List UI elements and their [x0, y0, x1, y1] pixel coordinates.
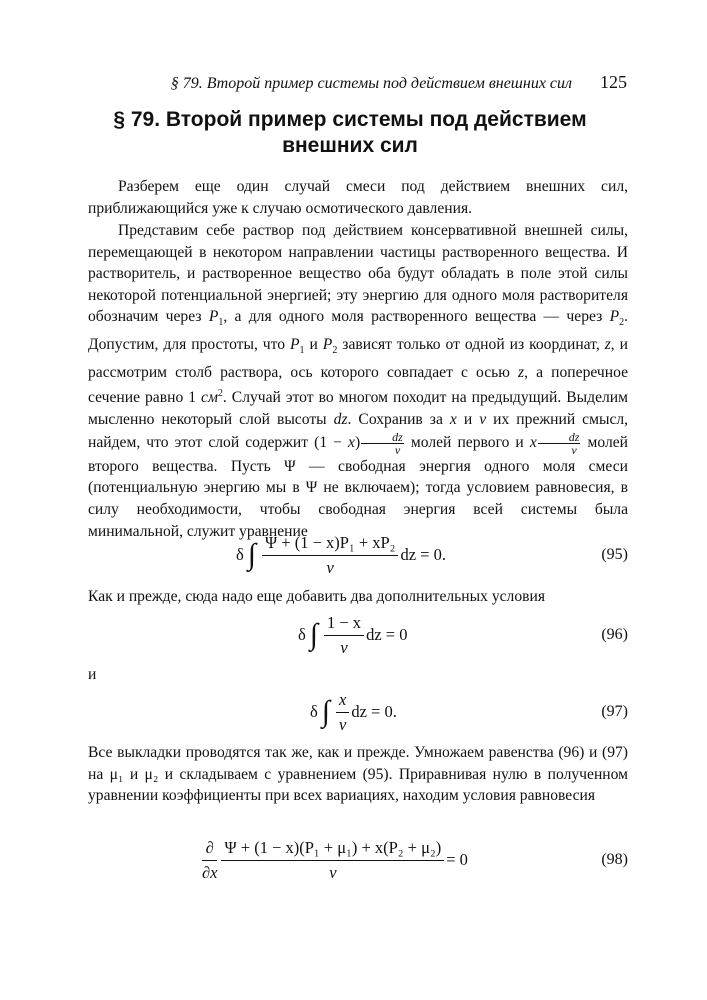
- page-number: 125: [600, 72, 627, 92]
- text-span: молей первого и: [410, 433, 524, 451]
- equation-98: [88, 837, 628, 882]
- eq97-denominator: v: [339, 714, 347, 734]
- unit-cm: см: [201, 389, 218, 407]
- paragraph-setup: Представим себе раствор под действием консервативной внешней силы, перемещающей в некотором направлении частицы растворенного вещества. И растворитель, и растворенное вещество оба будут обладать в поле этой силы некоторой потенциальной энергией; эту энергию для одного моля растворителя обозначим через $P_1$, а для одного моля растворенного вещества — через $P_2$. Допустим, для простоты, что $P_1$ и $P_2$ зависят только от одной из координат, z, и рассмотрим столб раствора, ось которого совпадает с осью z, а поперечное сечение равно 1 $см^2$. Случай этот во многом походит на предыдущий. Выделим мысленно некоторый слой высоты dz. Сохранив за x и v их прежний смысл, найдем, что этот слой содержит (1 − x) $\frac{dz}{v}$ молей первого и x $\frac{dz}{v}$ молей второго вещества. Пусть Ψ — свободная энергия одного моля смеси (потенциальную энергию мы в Ψ не включаем); тогда условием равновесия, в силу необходимости, чтобы свободная энергия всей системы была минимальной, служит уравнение: [88, 222, 629, 540]
- text-span: и: [463, 411, 473, 429]
- eq98-denominator: v: [329, 862, 337, 882]
- equation-97-fraction: [336, 690, 349, 735]
- equation-95-label: (95): [601, 546, 628, 563]
- equation-96: [88, 612, 628, 657]
- eq98-partial-num: ∂: [202, 838, 217, 861]
- inline-fraction: $\frac{dz}{v}$: [361, 431, 404, 456]
- running-title: § 79. Второй пример системы под действием внешних сил: [170, 75, 572, 92]
- eq98-partial-den: ∂x: [202, 862, 218, 882]
- equation-96-body: δ ∫ $\frac{1 - x}{v}$ dz = 0: [298, 612, 408, 657]
- text-span: и: [309, 336, 318, 354]
- equation-96-label: (96): [601, 626, 628, 643]
- equation-96-fraction: [324, 613, 364, 658]
- text-span: зависят только от одной из координат,: [342, 336, 600, 354]
- equation-97: [88, 689, 628, 734]
- eq96-numerator: 1 − x: [324, 613, 364, 636]
- eq98-numerator: Ψ + (1 − x)(P₁ + μ₁) + x(P₂ + μ₂): [221, 838, 444, 861]
- text-span: . Допустим, для простоты, что: [88, 308, 628, 354]
- equation-97-body: δ ∫ $\frac{x}{v}$ dz = 0.: [310, 689, 397, 734]
- equation-98-label: (98): [601, 851, 628, 868]
- eq97-rhs: dz = 0.: [351, 702, 397, 721]
- text-span: их прежний смысл, найдем, что этот слой содержит: [88, 411, 629, 451]
- text-span: молей второго вещества. Пусть Ψ — свободная энергия одного моля смеси (потенциальную энергию мы в Ψ не включаем); тогда условием равновесия, в силу необходимости, чтобы свободная энергия всей системы была минимальной, служит уравнение: [88, 433, 628, 540]
- equation-95: [88, 532, 628, 577]
- text-span: , а поперечное сечение равно 1: [88, 363, 629, 407]
- eq95-numerator: Ψ + (1 − x)P₁ + xP₂: [262, 533, 398, 556]
- eq98-rhs: = 0: [446, 850, 468, 869]
- text-span: . Случай этот во многом походит на предыдущий. Выделим мысленно некоторый слой высоты: [88, 389, 628, 429]
- eq96-denominator: v: [340, 637, 348, 657]
- equation-98-derivative: [202, 838, 217, 883]
- eq95-denominator: v: [326, 557, 334, 577]
- paragraph-and: и: [88, 666, 97, 683]
- equation-97-label: (97): [601, 703, 628, 720]
- text-span: . Сохранив за: [347, 411, 443, 429]
- eq97-numerator: x: [336, 690, 349, 713]
- paragraph-intro: Разберем еще один случай смеси под действием внешних сил, приближающийся уже к случаю осмотического давления.: [88, 178, 628, 217]
- text-span: Представим себе раствор под действием консервативной внешней силы, перемещающей в некотором направлении частицы растворенного вещества. И растворитель, и растворенное вещество оба будут обладать в поле этой силы некоторой потенциальной энергией; эту энергию для одного моля растворителя обозначим через: [88, 222, 628, 326]
- section-title: § 79. Второй пример системы под действием внешних сил: [113, 108, 587, 157]
- text-span: , а для одного моля растворенного вещества — через: [223, 308, 603, 326]
- equation-98-fraction: [221, 838, 444, 883]
- equation-98-body: [200, 837, 468, 882]
- equation-95-body: δ ∫ $\frac{\text{Ψ + (1 − x)P₁ + xP₂}}{v}$ dz = 0.: [236, 532, 446, 577]
- text-span: , и рассмотрим столб раствора, ось которого совпадает с осью: [88, 336, 628, 381]
- eq96-rhs: dz = 0: [366, 625, 408, 644]
- paragraph-derivation: Все выкладки проводятся так же, как и прежде. Умножаем равенства (96) и (97) на μ₁ и μ₂ и складываем с уравнением (95). Приравнивая нулю в полученном уравнении коэффициенты при всех вариациях, находим условия равновесия: [88, 744, 628, 805]
- paragraph-conditions: Как и прежде, сюда надо еще добавить два дополнительных условия: [88, 588, 545, 605]
- eq95-rhs: dz = 0.: [400, 545, 446, 564]
- inline-fraction: $\frac{dz}{v}$: [538, 431, 581, 456]
- equation-95-fraction: [262, 533, 398, 578]
- running-header: [0, 72, 627, 93]
